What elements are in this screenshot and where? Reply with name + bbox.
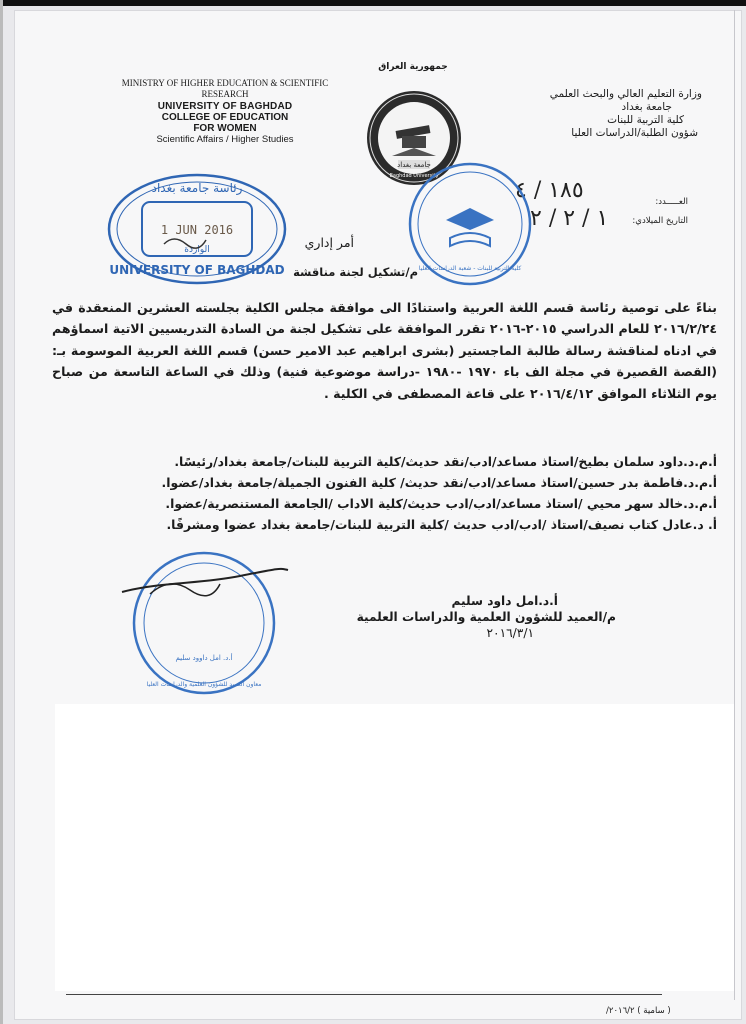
handwritten-signature bbox=[120, 564, 290, 604]
order-title: أمر إداري bbox=[304, 235, 354, 250]
date-label: التاريخ الميلادي: bbox=[632, 216, 688, 226]
member-2: أ.م.د.فاطمة بدر حسين/استاذ مساعد/ادب/نقد حديث/ كلية الفنون الجميلة/جامعة بغداد/عضوا. bbox=[161, 475, 717, 490]
university-received-stamp bbox=[104, 170, 290, 292]
stamp-right-text: كلية التربية للبنات - شعبة الدراسات العليا bbox=[418, 265, 522, 272]
committee-members-list bbox=[160, 451, 717, 535]
college-ar: كلية التربية للبنات bbox=[607, 114, 684, 126]
sign-stamp-name: أ.د. امل داوود سليم bbox=[175, 654, 233, 662]
handwritten-number: ١٨٥ / ٤ bbox=[515, 178, 584, 203]
scan-left-edge bbox=[0, 0, 3, 1024]
sign-stamp-text: معاون العميد للشؤون العلمية والدراسات العليا bbox=[146, 681, 262, 688]
ministry-ar: وزارة التعليم العالي والبحث العلمي bbox=[549, 88, 702, 100]
body-text: بناءً على توصية رئاسة قسم اللغة العربية واستنادًا الى موافقة مجلس الكلية بجلسته العشرين المنعقدة في ٢٠١٦/٢/٢٤ للعام الدراسي ٢٠١٥-٢٠١٦ تقرر الموافقة على تشكيل لجنة من السادة التدريسيين الاتية اسماؤهم في ادناه لمناقشة رسالة طالبة الماجستير (بشرى ابراهيم عبد الامير حسن) قسم اللغة العربية الموسومة بـ:(القصة القصيرة في مجلة الف باء ١٩٧٠ -١٩٨٠ -دراسة موضوعية فنية) وذلك في الساعة التاسعة من صباح يوم الثلاثاء الموافق ٢٠١٦/٤/١٢ على قاعة المصطفى في الكلية . bbox=[52, 300, 718, 401]
footer-text: ( سامية ) ٢٠١٦/٢/ bbox=[606, 1006, 671, 1016]
signature-date: ٢٠١٦/٣/١ bbox=[486, 626, 534, 640]
stamp-left-date: 1 JUN 2016 bbox=[160, 223, 234, 237]
logo-bottom-text: جامعة بغداد bbox=[397, 161, 431, 169]
handwritten-date: ١ / ٢ / ٢ bbox=[530, 206, 609, 231]
department-en: Scientific Affairs / Higher Studies bbox=[156, 134, 294, 145]
subject-line: م/تشكيل لجنة مناقشة bbox=[293, 265, 418, 279]
university-en: UNIVERSITY OF BAGHDAD bbox=[157, 101, 293, 112]
stamp-left-inner: الواردة bbox=[184, 245, 210, 255]
member-4: أ. د.عادل كتاب نصيف/استاذ /ادب/ادب حديث /كلية التربية للبنات/جامعة بغداد عضوا ومشرفًا. bbox=[166, 517, 717, 532]
university-ar: جامعة بغداد bbox=[621, 101, 672, 113]
signatory-name: أ.د.امل داود سليم bbox=[451, 594, 558, 608]
ministry-en-2: RESEARCH bbox=[201, 89, 249, 99]
english-letterhead bbox=[100, 78, 350, 145]
signatory-title: م/العميد للشؤون العلمية والدراسات العلمية bbox=[356, 610, 616, 624]
signature-block bbox=[357, 593, 616, 641]
college-en: COLLEGE OF EDUCATION bbox=[161, 112, 289, 123]
member-1: أ.م.د.داود سلمان بطيخ/استاذ مساعد/ادب/نقد حديث/كلية التربية للبنات/جامعة بغداد/رئيسًا. bbox=[174, 454, 717, 469]
stamp-left-top: رئاسة جامعة بغداد bbox=[151, 181, 243, 195]
scan-top-edge bbox=[0, 0, 746, 6]
fold-line bbox=[734, 10, 735, 1000]
higher-studies-stamp bbox=[406, 160, 534, 292]
republic-label: جمهورية العراق bbox=[378, 62, 448, 72]
logo-bottom-text-en: Baghdad University bbox=[389, 173, 439, 179]
department-ar: شؤون الطلبة/الدراسات العليا bbox=[571, 127, 698, 139]
ministry-en: MINISTRY OF HIGHER EDUCATION & SCIENTIFIC bbox=[121, 78, 329, 88]
member-3: أ.م.د.خالد سهر محيي /استاذ مساعد/ادب/ادب حديث/كلية الاداب /الجامعة المستنصرية/عضوا. bbox=[165, 496, 717, 511]
redacted-area bbox=[55, 704, 734, 991]
arabic-letterhead bbox=[472, 88, 702, 140]
footer-rule bbox=[66, 994, 662, 995]
stamp-left-bottom: UNIVERSITY OF BAGHDAD bbox=[109, 263, 285, 277]
college-en-2: FOR WOMEN bbox=[193, 123, 257, 134]
number-label: العـــــدد: bbox=[655, 197, 688, 207]
body-paragraph bbox=[52, 297, 717, 404]
